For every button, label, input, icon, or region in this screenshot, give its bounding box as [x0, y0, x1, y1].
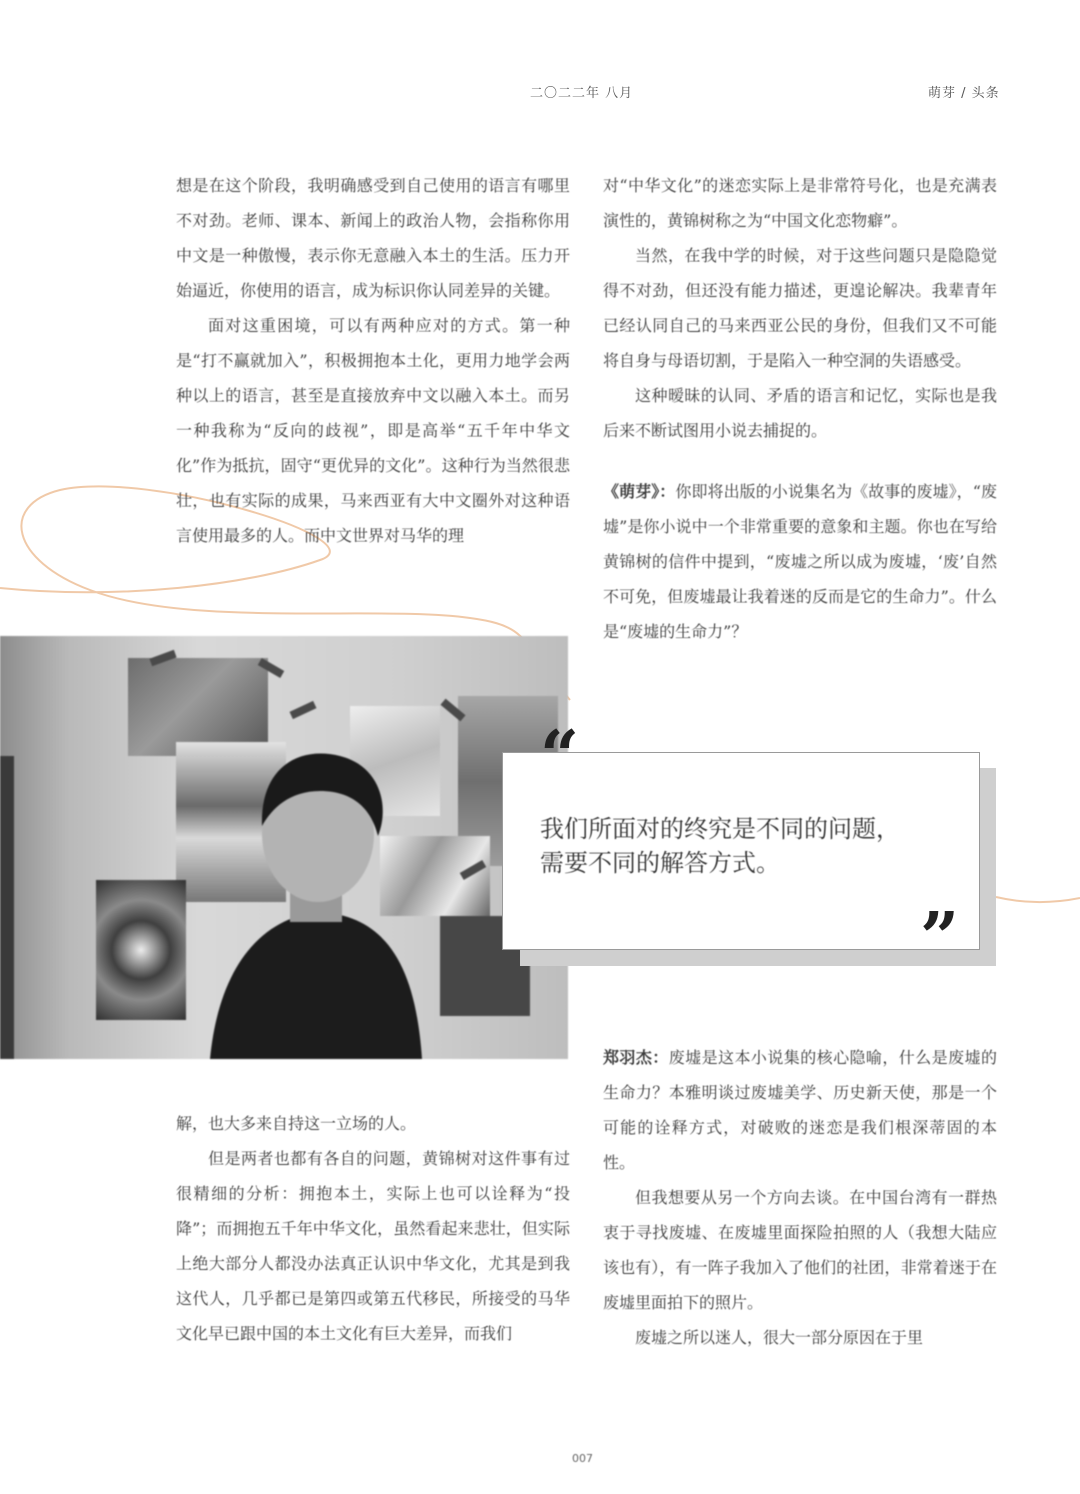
- paragraph: 想是在这个阶段，我明确感受到自己使用的语言有哪里不对劲。老师、课本、新闻上的政治人物，会指称你用中文是一种傲慢，表示你无意融入本土的生活。压力开始逼近，你使用的语言，成为标识你认同差异的关键。: [176, 176, 570, 300]
- pull-quote-line: 需要不同的解答方式。: [540, 849, 780, 877]
- question-speaker: 《萌芽》：: [603, 482, 676, 501]
- paragraph: 当然，在我中学的时候，对于这些问题只是隐隐觉得不对劲，但还没有能力描述，更遑论解决。我辈青年已经认同自己的马来西亚公民的身份，但我们又不可能将自身与母语切割，于是陷入一种空洞的失语感受。: [603, 246, 997, 370]
- open-quote-icon: “: [540, 716, 580, 796]
- person-portrait-photo: [0, 636, 568, 1059]
- answer-speaker: 郑羽杰：: [603, 1048, 669, 1067]
- interview-question: [603, 474, 997, 649]
- close-quote-icon: ”: [920, 898, 960, 978]
- answer-text: 废墟是这本小说集的核心隐喻，什么是废墟的生命力？本雅明谈过废墟美学、历史新天使，那是一个可能的诠释方式，对破败的迷恋是我们根深蒂固的本性。: [603, 1048, 997, 1172]
- body-text-left-bottom: [176, 1106, 570, 1351]
- paragraph: 但是两者也都有各自的问题，黄锦树对这件事有过很精细的分析：拥抱本土，实际上也可以诠释为“投降”；而拥抱五千年中华文化，虽然看起来悲壮，但实际上绝大部分人都没办法真正认识中华文化，尤其是到我这代人，几乎都已是第四或第五代移民，所接受的马华文化早已跟中国的本土文化有巨大差异，而我们: [176, 1149, 570, 1343]
- paragraph: 废墟之所以迷人，很大一部分原因在于里: [635, 1328, 924, 1347]
- body-text-left-top: [176, 168, 570, 553]
- pull-quote-text: [540, 812, 960, 880]
- body-text-right-bottom: [603, 1040, 997, 1355]
- paragraph: 但我想要从另一个方向去谈。在中国台湾有一群热衷于寻找废墟、在废墟里面探险拍照的人（我想大陆应该也有），有一阵子我加入了他们的社团，非常着迷于在废墟里面拍下的照片。: [603, 1188, 997, 1312]
- paragraph: 对“中华文化”的迷恋实际上是非常符号化，也是充满表演性的，黄锦树称之为“中国文化恋物癖”。: [603, 176, 997, 230]
- header-date: 二〇二二年 八月: [530, 86, 634, 101]
- header-section: 萌芽 / 头条: [928, 86, 1000, 101]
- paragraph: 面对这重困境，可以有两种应对的方式。第一种是“打不赢就加入”，积极拥抱本土化，更用力地学会两种以上的语言，甚至是直接放弃中文以融入本土。而另一种我称为“反向的歧视”，即是高举“五千年中华文化”作为抵抗，固守“更优异的文化”。这种行为当然很悲壮，也有实际的成果，马来西亚有大中文圈外对这种语言使用最多的人。而中文世界对马华的理: [176, 316, 570, 545]
- interview-answer: [603, 1040, 997, 1180]
- question-text: 你即将出版的小说集名为《故事的废墟》，“废墟”是你小说中一个非常重要的意象和主题。你也在写给黄锦树的信件中提到，“废墟之所以成为废墟，‘废’自然不可免，但废墟最让我着迷的反而是它的生命力”。什么是“废墟的生命力”？: [603, 482, 997, 641]
- paragraph: 解，也大多来自持这一立场的人。: [176, 1114, 417, 1133]
- body-text-right-top: [603, 168, 997, 649]
- pull-quote-line: 我们所面对的终究是不同的问题，: [540, 815, 900, 843]
- paragraph: 这种暧昧的认同、矛盾的语言和记忆，实际也是我后来不断试图用小说去捕捉的。: [603, 386, 997, 440]
- page-number: 007: [572, 1452, 593, 1465]
